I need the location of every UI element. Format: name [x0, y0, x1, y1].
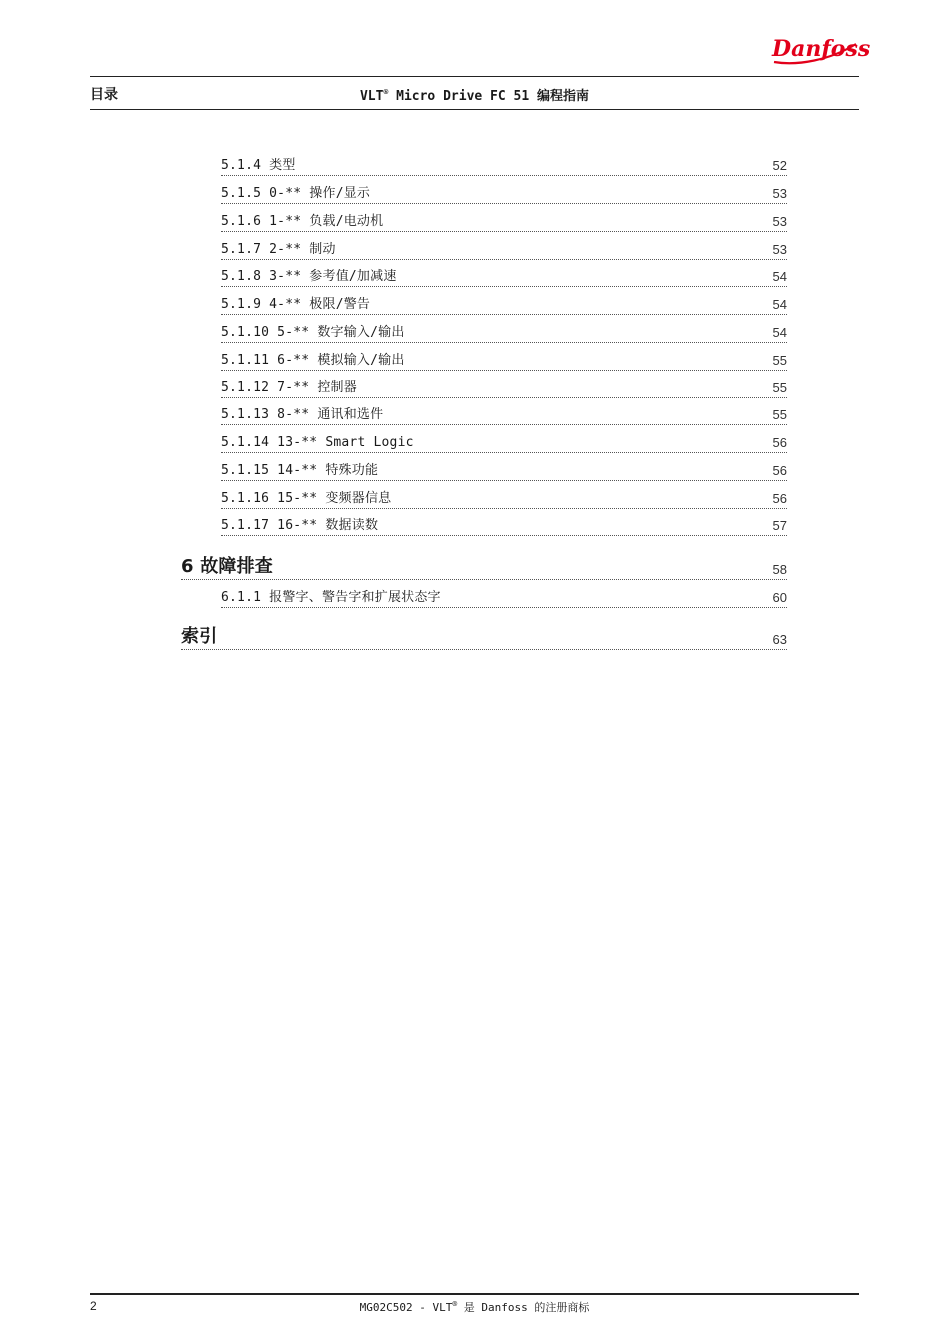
toc-entry[interactable] — [221, 351, 787, 371]
toc-entry[interactable] — [221, 323, 787, 343]
toc-entry-title: 6.1.1 报警字、警告字和扩展状态字 — [221, 590, 441, 605]
footer-trademark-note: MG02C502 - VLT® 是 Danfoss 的注册商标 — [359, 1299, 590, 1314]
header-document-title: VLT® Micro Drive FC 51 编程指南 — [359, 87, 590, 104]
toc-entry-page: 60 — [772, 590, 787, 605]
toc-entry-page: 57 — [772, 518, 787, 533]
toc-entry[interactable] — [221, 461, 787, 481]
toc-entry-page: 55 — [772, 353, 787, 368]
toc-entry-page: 58 — [772, 562, 787, 577]
page-footer — [90, 1293, 859, 1319]
toc-entry-title: 索引 — [181, 626, 218, 647]
footer-page-number: 2 — [90, 1299, 97, 1313]
toc-entry[interactable] — [221, 405, 787, 425]
header-section-label: 目录 — [90, 87, 118, 103]
toc-entry[interactable] — [221, 212, 787, 232]
toc-entry[interactable] — [221, 295, 787, 315]
toc-entry-title: 5.1.4 类型 — [221, 158, 296, 173]
toc-entry-title: 5.1.16 15-** 变频器信息 — [221, 491, 392, 506]
toc-entry[interactable] — [221, 433, 787, 453]
toc-entry[interactable] — [221, 267, 787, 287]
toc-chapter-entry[interactable] — [181, 556, 787, 580]
toc-entry[interactable] — [221, 588, 787, 608]
svg-text:Danfoss: Danfoss — [772, 36, 871, 62]
toc-entry-title: 5.1.10 5-** 数字输入/输出 — [221, 325, 405, 340]
toc-entry-page: 55 — [772, 380, 787, 395]
toc-entry-title: 5.1.7 2-** 制动 — [221, 242, 336, 257]
toc-entry-page: 54 — [772, 269, 787, 284]
toc-entry-title: 6 故障排查 — [181, 556, 273, 577]
toc-entry-page: 53 — [772, 242, 787, 257]
toc-entry[interactable] — [221, 240, 787, 260]
toc-entry[interactable] — [221, 184, 787, 204]
toc-entry-title: 5.1.9 4-** 极限/警告 — [221, 297, 371, 312]
page-header — [90, 76, 859, 110]
toc-entry-title: 5.1.8 3-** 参考值/加减速 — [221, 269, 397, 284]
toc-entry[interactable] — [221, 378, 787, 398]
toc-entry-title: 5.1.15 14-** 特殊功能 — [221, 463, 379, 478]
toc-entry-page: 56 — [772, 463, 787, 478]
toc-entry-page: 55 — [772, 407, 787, 422]
toc-entry[interactable] — [221, 156, 787, 176]
toc-chapter-entry[interactable] — [181, 626, 787, 650]
toc-entry-page: 54 — [772, 325, 787, 340]
toc-entry[interactable] — [221, 489, 787, 509]
toc-entry-page: 54 — [772, 297, 787, 312]
danfoss-logo — [768, 26, 871, 70]
toc-entry-title: 5.1.13 8-** 通讯和选件 — [221, 407, 384, 422]
toc-entry-title: 5.1.5 0-** 操作/显示 — [221, 186, 371, 201]
toc-entry-title: 5.1.17 16-** 数据读数 — [221, 518, 379, 533]
toc-entry-page: 53 — [772, 214, 787, 229]
toc-entry-title: 5.1.12 7-** 控制器 — [221, 380, 357, 395]
toc-entry-title: 5.1.6 1-** 负载/电动机 — [221, 214, 384, 229]
toc-entry-page: 63 — [772, 632, 787, 647]
toc-entry-title: 5.1.14 13-** Smart Logic — [221, 435, 414, 450]
toc-entry-page: 56 — [772, 435, 787, 450]
toc-entry-title: 5.1.11 6-** 模拟输入/输出 — [221, 353, 405, 368]
toc-entry-page: 52 — [772, 158, 787, 173]
toc-entry[interactable] — [221, 516, 787, 536]
toc-entry-page: 56 — [772, 491, 787, 506]
toc-entry-page: 53 — [772, 186, 787, 201]
